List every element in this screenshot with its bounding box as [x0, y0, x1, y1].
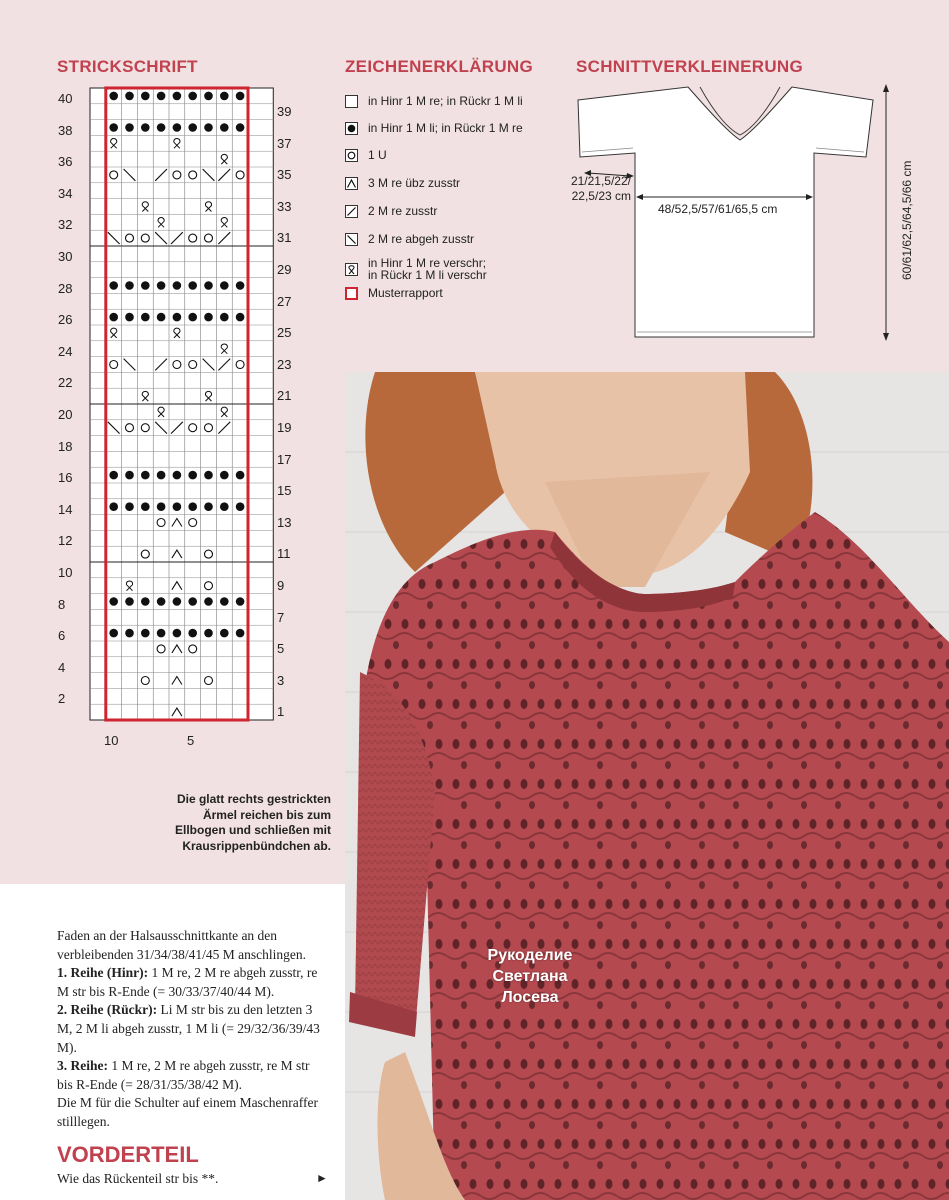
legend-item-ssk	[345, 230, 474, 248]
note-line: Krausrippenbündchen ab.	[182, 838, 331, 853]
row-number-left: 8	[58, 596, 66, 612]
section-title-vorderteil: VORDERTEIL	[57, 1142, 199, 1167]
slash-icon	[345, 205, 358, 218]
row-number-right: 13	[277, 514, 292, 530]
chart-title: STRICKSCHRIFT	[57, 57, 198, 76]
legend-text-line2: in Rückr 1 M li verschr	[368, 268, 487, 282]
row-number-left: 30	[58, 249, 73, 264]
filled-dot-icon	[345, 122, 358, 135]
row-number-right: 29	[277, 262, 292, 277]
row-number-right: 33	[277, 198, 292, 214]
row-number-left: 40	[58, 91, 73, 106]
row-1-instruction	[57, 964, 327, 1001]
legend-item-k2tog	[345, 202, 437, 220]
row-number-left: 36	[58, 154, 73, 170]
legend-text: in Hinr 1 M re verschr;	[368, 256, 487, 270]
caret-icon	[345, 177, 358, 190]
circle-icon	[345, 149, 358, 162]
row-number-left: 14	[58, 501, 73, 517]
row-number-right: 9	[277, 578, 285, 593]
legend-text: 3 M re übz zusstr	[368, 176, 461, 190]
legend-text: 2 M re abgeh zusstr	[368, 232, 475, 246]
row-number-right: 21	[277, 388, 292, 404]
instructions-end: Die M für die Schulter auf einem Maschenraffer stilllegen.	[57, 1095, 319, 1129]
row-number-right: 17	[277, 451, 292, 467]
row-number-right: 25	[277, 325, 292, 341]
model-photo	[345, 372, 949, 1200]
photo-illustration	[345, 372, 949, 1200]
watermark-line3: Лосева	[501, 989, 559, 1006]
note-line: Ärmel reichen bis zum	[202, 807, 331, 822]
red-square-icon	[345, 287, 358, 300]
row-3-text: 1 M re, 2 M re abgeh zusstr, re M str bis R-Ende (= 28/31/35/38/42 M).	[57, 1058, 310, 1092]
sleeve-measure-line2: 22,5/23 cm	[571, 189, 631, 203]
row-number-right: 1	[277, 704, 285, 720]
width-measure: 48/52,5/57/61/65,5 cm	[658, 202, 778, 216]
row-2-instruction	[57, 1001, 327, 1057]
instructions-intro: Faden an der Halsausschnittkante an den verbleibenden 31/34/38/41/45 M anschlingen.	[57, 928, 306, 962]
row-number-left: 6	[58, 628, 66, 644]
col-label-10: 10	[104, 733, 119, 748]
row-number-right: 35	[277, 167, 292, 183]
row-2-text: Li M str bis zu den letzten 3 M, 2 M li abgeh zusstr, 1 M li (= 29/32/36/39/43 M).	[57, 1002, 320, 1055]
legend-item-k3tog	[345, 174, 460, 192]
row-number-right: 7	[277, 609, 285, 625]
note-line: Ellbogen und schließen mit	[174, 823, 331, 837]
instructions-text	[57, 927, 327, 1132]
row-number-right: 23	[277, 356, 292, 372]
row-number-left: 18	[58, 438, 73, 454]
sleeve-measure-line1: 21/21,5/22/	[570, 174, 631, 188]
legend-item-purl	[345, 119, 523, 137]
row-number-left: 34	[58, 185, 73, 201]
row-2-label: 2. Reihe (Rückr):	[57, 1002, 158, 1018]
row-3-label: 3. Reihe:	[57, 1058, 108, 1074]
legend-item-yarn-over	[345, 146, 387, 164]
schematic-title: SCHNITTVERKLEINERUNG	[576, 57, 804, 76]
row-number-left: 26	[58, 312, 73, 328]
row-number-right: 31	[277, 230, 292, 246]
row-number-right: 39	[277, 104, 292, 119]
row-number-left: 24	[58, 343, 73, 359]
row-number-left: 20	[58, 407, 73, 422]
row-number-right: 3	[277, 672, 285, 688]
row-1-label: 1. Reihe (Hinr):	[57, 965, 149, 981]
length-measure: 60/61/62,5/64,5/66 cm	[900, 160, 914, 280]
legend-text: in Hinr 1 M re; in Rückr 1 M li	[368, 94, 523, 108]
section-subtitle: Wie das Rückenteil str bis **.	[57, 1171, 219, 1186]
legend-text: Musterrapport	[368, 286, 443, 300]
sleeve-measure	[563, 174, 631, 204]
row-number-left: 32	[58, 217, 73, 233]
row-number-right: 27	[277, 293, 292, 309]
row-1-text: 1 M re, 2 M re abgeh zusstr, re M str bis R-Ende (= 30/33/37/40/44 M).	[57, 965, 318, 999]
note-line: Die glatt rechts gestrickten	[176, 792, 331, 806]
sleeve-note	[131, 792, 331, 854]
row-number-left: 12	[58, 533, 73, 549]
twisted-stitch-icon	[345, 263, 358, 276]
row-number-right: 5	[277, 641, 285, 657]
row-3-instruction	[57, 1057, 327, 1094]
row-number-right: 37	[277, 135, 292, 151]
legend-text: in Hinr 1 M li; in Rückr 1 M re	[368, 121, 523, 135]
legend-item-knit	[345, 92, 523, 110]
row-number-right: 15	[277, 483, 292, 499]
legend-title: ZEICHENERKLÄRUNG	[345, 57, 534, 76]
watermark	[460, 945, 600, 1008]
continue-arrow-icon: ►	[316, 1171, 328, 1185]
empty-square-icon	[345, 95, 358, 108]
row-number-left: 16	[58, 470, 73, 486]
row-number-left: 2	[58, 691, 66, 707]
legend-item-repeat	[345, 284, 443, 302]
row-number-left: 22	[58, 375, 73, 391]
backslash-icon	[345, 233, 358, 246]
legend-item-twisted	[345, 256, 487, 282]
legend-text: 2 M re zusstr	[368, 204, 438, 218]
row-number-right: 11	[277, 546, 291, 562]
row-number-left: 10	[58, 565, 73, 580]
watermark-line2: Светлана	[492, 968, 568, 985]
legend-text: 1 U	[368, 148, 387, 162]
row-number-right: 19	[277, 420, 292, 435]
row-number-left: 28	[58, 280, 73, 296]
watermark-line1: Рукоделие	[487, 947, 573, 964]
row-number-left: 38	[58, 122, 73, 138]
row-number-left: 4	[58, 659, 66, 675]
col-label-5: 5	[187, 733, 195, 748]
